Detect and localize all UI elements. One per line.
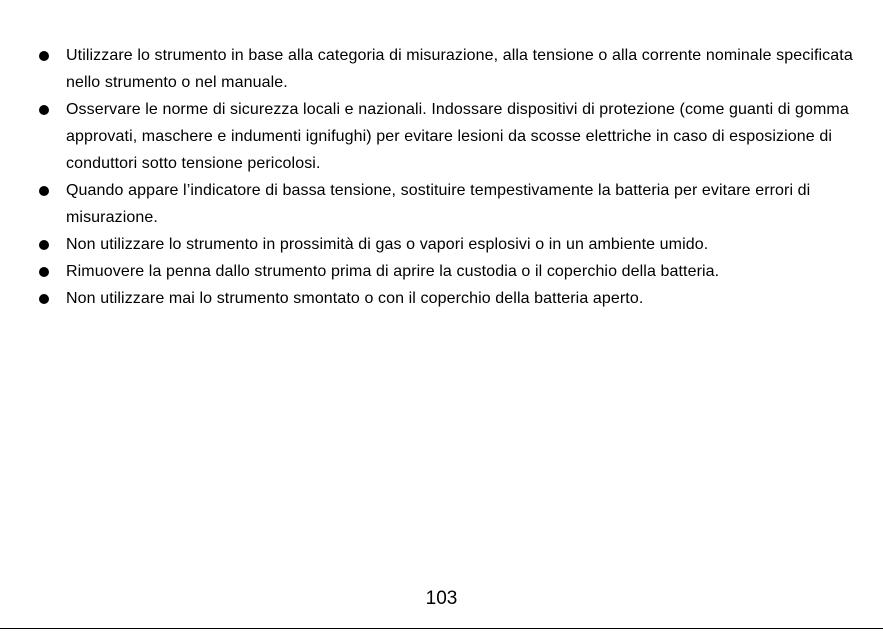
bullet-dot-icon: [39, 267, 49, 277]
bullet-dot-icon: [39, 294, 49, 304]
bullet-dot-icon: [39, 186, 49, 196]
list-item-text: Utilizzare lo strumento in base alla categoria di misurazione, alla tensione o alla corrente nominale specificata nello strumento o nel manuale.: [66, 47, 853, 91]
list-item-text: Osservare le norme di sicurezza locali e nazionali. Indossare dispositivi di protezione (come guanti di gomma approvati, maschere e indumenti ignifughi) per evitare lesioni da scosse elettriche in caso di esposizione di conduttori sotto tensione pericolosi.: [66, 101, 849, 172]
list-item: [38, 96, 878, 177]
safety-instructions-list: [38, 42, 878, 312]
bullet-dot-icon: [39, 51, 49, 61]
list-item-text: Quando appare l’indicatore di bassa tensione, sostituire tempestivamente la batteria per evitare errori di misurazione.: [66, 182, 811, 226]
bullet-dot-icon: [39, 105, 49, 115]
bullet-dot-icon: [39, 240, 49, 250]
list-item-text: Non utilizzare lo strumento in prossimità di gas o vapori esplosivi o in un ambiente umido.: [66, 236, 709, 253]
list-item: [38, 231, 878, 258]
bottom-divider: [0, 628, 883, 629]
list-item: [38, 285, 878, 312]
page-number: 103: [425, 588, 458, 609]
list-item-text: Non utilizzare mai lo strumento smontato o con il coperchio della batteria aperto.: [66, 290, 644, 307]
list-item: [38, 258, 878, 285]
list-item: [38, 42, 878, 96]
list-item: [38, 177, 878, 231]
list-item-text: Rimuovere la penna dallo strumento prima di aprire la custodia o il coperchio della batteria.: [66, 263, 720, 280]
